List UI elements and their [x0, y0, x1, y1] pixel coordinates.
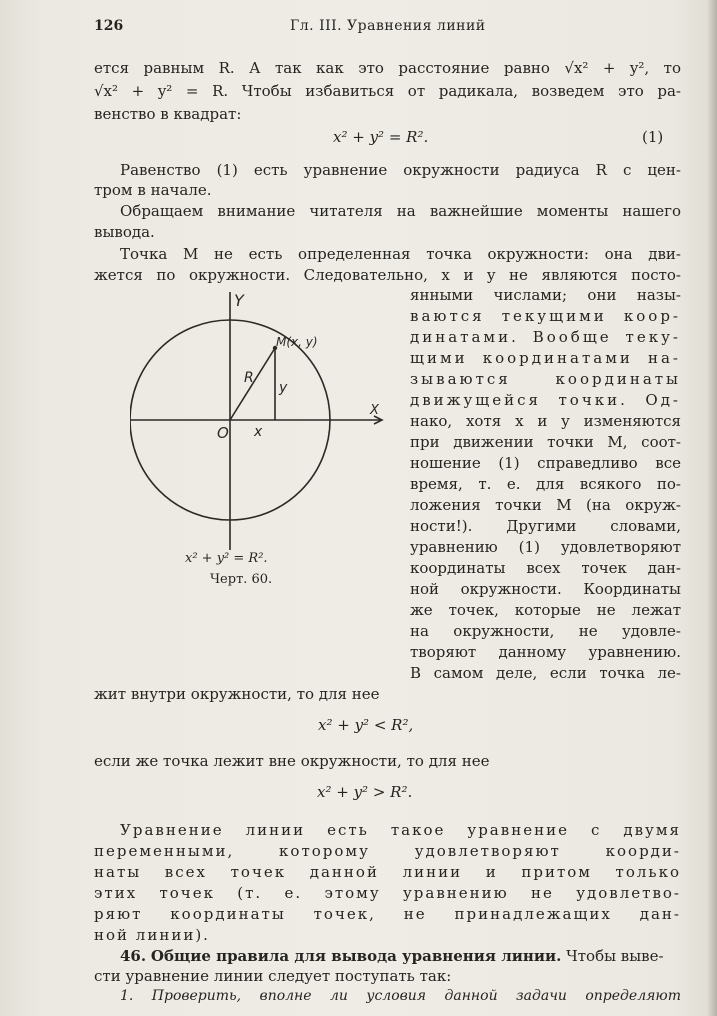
definition-line: переменными, которому удовлетворяют коорди- — [94, 842, 681, 860]
page-edge-shadow — [707, 0, 717, 1016]
wrap-line: время, т. е. для всякого по- — [410, 475, 681, 493]
text-line: вывода. — [94, 223, 155, 241]
text-line: √x² + y² = R. Чтобы избавиться от радикала, возведем это ра- — [94, 82, 681, 100]
text-line: венство в квадрат: — [94, 105, 242, 123]
text-line: сти уравнение линии следует поступать так: — [94, 967, 452, 985]
wrap-line: движущейся точки. Од- — [410, 391, 681, 409]
y-coord-label: y — [279, 380, 288, 396]
wrap-line: янными числами; они назы- — [410, 286, 681, 304]
wrap-line: на окружности, не удовле- — [410, 622, 681, 640]
circle-figure — [130, 282, 392, 552]
text-line: жит внутри окружности, то для нее — [94, 685, 380, 703]
definition-line: этих точек (т. е. этому уравнению не удовлетво- — [94, 884, 681, 902]
text-line: Точка M не есть определенная точка окружности: она дви- — [120, 245, 681, 263]
point-label: M(x, y) — [276, 335, 318, 349]
definition-line: Уравнение линии есть такое уравнение с двумя — [120, 821, 681, 839]
inequality-inside: x² + y² < R², — [318, 716, 414, 734]
wrap-line: при движении точки M, соот- — [410, 433, 681, 451]
wrap-line: ной окружности. Координаты — [410, 580, 681, 598]
equation-1: x² + y² = R². — [333, 128, 429, 146]
wrap-line: уравнению (1) удовлетворяют — [410, 538, 681, 556]
section-heading-line — [120, 946, 681, 966]
wrap-line: координаты всех точек дан- — [410, 559, 681, 577]
x-coord-label: x — [254, 424, 263, 440]
wrap-line: ложения точки M (на окруж- — [410, 496, 681, 514]
wrap-line: ности!). Другими словами, — [410, 517, 681, 535]
text-line: жется по окружности. Следовательно, x и y не являются посто- — [94, 266, 681, 284]
wrap-line: ваются текущими коор- — [410, 307, 681, 325]
wrap-line: творяют данному уравнению. — [410, 643, 681, 661]
definition-line: наты всех точек данной линии и притом только — [94, 863, 681, 881]
wrap-line: ношение (1) справедливо все — [410, 454, 681, 472]
figure-caption: Черт. 60. — [210, 572, 273, 587]
figure-caption-formula: x² + y² = R². — [185, 551, 268, 566]
text-line: ется равным R. А так как это расстояние равно √x² + y², то — [94, 59, 681, 77]
section-number: 46. — [120, 947, 147, 965]
radius-label: R — [244, 370, 254, 386]
section-intro: Чтобы выве- — [566, 947, 664, 965]
x-axis-label: X — [370, 403, 379, 418]
page-number: 126 — [94, 18, 124, 34]
wrap-line: В самом деле, если точка ле- — [410, 664, 681, 682]
definition-line: ряют координаты точек, не принадлежащих дан- — [94, 905, 681, 923]
y-axis-label: Y — [234, 291, 244, 310]
definition-line: ной линии). — [94, 926, 210, 944]
text-line: Обращаем внимание читателя на важнейшие моменты нашего — [120, 202, 681, 220]
equation-number: (1) — [642, 128, 664, 146]
wrap-line: же точек, которые не лежат — [410, 601, 681, 619]
origin-label: O — [217, 424, 229, 442]
wrap-line: нако, хотя x и y изменяются — [410, 412, 681, 430]
text-line: тром в начале. — [94, 181, 212, 199]
text-line: Равенство (1) есть уравнение окружности радиуса R с цен- — [120, 161, 681, 179]
wrap-line: щими координатами на- — [410, 349, 681, 367]
inequality-outside: x² + y² > R². — [317, 783, 413, 801]
wrap-line: динатами. Вообще теку- — [410, 328, 681, 346]
rule-1: 1. Проверить, вполне ли условия данной задачи определяют — [120, 988, 681, 1004]
text-line: если же точка лежит вне окружности, то для нее — [94, 752, 490, 770]
wrap-line: зываются координаты — [410, 370, 681, 388]
running-head: Гл. III. Уравнения линий — [290, 18, 486, 34]
section-title: Общие правила для вывода уравнения линии. — [150, 947, 562, 965]
page-header — [94, 18, 681, 38]
